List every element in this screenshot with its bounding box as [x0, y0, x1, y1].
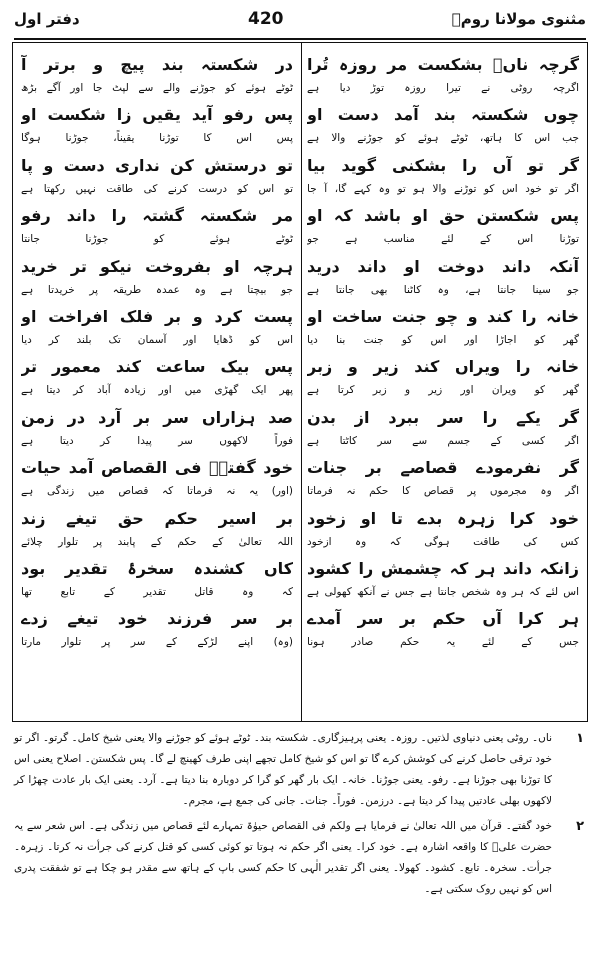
- urdu-translation: اس لئے کہ ہر وہ شخص جانتا ہے جس نے آنکھ کھولی ہے: [307, 585, 579, 598]
- footnote: [14, 728, 586, 812]
- urdu-translation: جس کے لئے یہ حکم صادر ہونا: [307, 636, 579, 649]
- footnote: [14, 816, 586, 900]
- persian-verse: خود کرا زہرہ بدے تا او زخود: [307, 508, 579, 528]
- couplet: [21, 303, 293, 353]
- persian-verse: خود گفتےؑ فی القصاص آمد حیات: [21, 458, 293, 478]
- urdu-translation: کس کی طاقت ہوگی کہ وہ ازخود: [307, 535, 579, 548]
- footnote-text: خود گفتے۔ قرآن میں اللہ تعالیٰ نے فرمایا ہے ولکم فی القصاص حیوٰۃ تمہارے لئے قصاص میں زندگی ہے۔ اس شعر سے یہ حضرت علیؓ کا واقعہ اشارہ ہے۔ خود کرا۔ یعنی اگر حکم نہ ہوتا تو کوئی کسی کو قتل کرنے کی جرأت نہ کرتا۔ زہرہ۔ جرأت۔ سخرہ۔ تابع۔ کشود۔ کھولا۔ یعنی اگر تقدیر الٰہی کا حکم کسی باپ کے ہاتھ سے مقدر ہو چکا ہے تو شفقت پدری اس کو نہیں روک سکتی ہے۔: [14, 820, 552, 895]
- urdu-translation: گھر کو اجاڑا اور اس کو جنت بنا دیا: [307, 333, 579, 346]
- urdu-translation: اس کو ڈھایا اور آسمان تک بلند کر دیا: [21, 333, 293, 346]
- urdu-translation: جب اس کا ہاتھ، ٹوٹے ہوئے کو جوڑنے والا ہے: [307, 132, 579, 145]
- right-verse-column: [307, 51, 579, 656]
- couplet: [307, 454, 579, 504]
- couplet: [307, 404, 579, 454]
- urdu-translation: ٹوٹے ہوئے کو جوڑنے والے سے لپٹ جا اور آگے بڑھ: [21, 82, 293, 94]
- couplet: [21, 404, 293, 454]
- urdu-translation: گھر کو ویران اور زیر و زبر کرتا ہے: [307, 384, 579, 397]
- footnote-number: ۱: [576, 731, 584, 746]
- urdu-translation: ٹوٹے ہوئے کو جوڑنا جانتا: [21, 233, 293, 246]
- persian-verse: گر یکے را سر ببرد از بدن: [307, 407, 579, 427]
- couplet: [21, 202, 293, 252]
- persian-verse: تو درستش کن نداری دست و پا: [21, 155, 293, 175]
- persian-verse: پس رفو آید یقیں زا شکست او: [21, 105, 293, 125]
- couplet: [307, 101, 579, 151]
- urdu-translation: اگر تو خود اس کو توڑنے والا ہو تو وہ کہے گا، آ جا: [307, 182, 579, 195]
- urdu-translation: جو سینا جانتا ہے، وہ کاٹنا بھی جانتا ہے: [307, 283, 579, 296]
- couplet: [307, 505, 579, 555]
- couplet: [21, 605, 293, 655]
- couplet: [21, 353, 293, 403]
- urdu-translation: پس اس کا توڑنا یقیناً، جوڑنا ہوگا: [21, 132, 293, 145]
- couplet: [307, 51, 579, 101]
- page-number: 420: [247, 9, 284, 29]
- couplet: [21, 51, 293, 101]
- volume-title: دفتر اول: [14, 10, 80, 28]
- persian-verse: بر اسیر حکم حق تیغے زند: [21, 508, 293, 528]
- urdu-translation: اگر وہ مجرموں پر قصاص کا حکم نہ فرماتا: [307, 485, 579, 498]
- persian-verse: زانکہ داند ہر کہ چشمش را کشود: [307, 558, 579, 578]
- urdu-translation: (وہ) اپنے لڑکے کے سر پر تلوار مارتا: [21, 636, 293, 649]
- persian-verse: آنکہ داند دوخت او داند درید: [307, 256, 579, 276]
- header-rule: [14, 38, 586, 40]
- couplet: [307, 152, 579, 202]
- verse-frame: [12, 42, 588, 722]
- couplet: [307, 353, 579, 403]
- persian-verse: خانہ را ویراں کند زیر و زبر: [307, 357, 579, 377]
- page-header: [14, 6, 586, 32]
- persian-verse: پست کرد و بر فلک افراخت او: [21, 306, 293, 326]
- couplet: [307, 605, 579, 655]
- persian-verse: بر سر فرزند خود تیغے زدے: [21, 609, 293, 629]
- column-separator: [301, 43, 302, 721]
- persian-verse: کاں کشندہ سخرۂ تقدیر بود: [21, 558, 293, 578]
- persian-verse: گرچہ ناںؑ بشکست مر روزہ تُرا: [307, 55, 579, 74]
- urdu-translation: پھر ایک گھڑی میں اور زیادہ آباد کر دیتا ہے: [21, 384, 293, 397]
- urdu-translation: اگرچہ روٹی نے تیرا روزہ توڑ دیا ہے: [307, 82, 579, 94]
- urdu-translation: (اور) یہ نہ فرماتا کہ قصاص میں زندگی ہے: [21, 485, 293, 498]
- persian-verse: پس بیک ساعت کند معمور تر: [21, 357, 293, 377]
- persian-verse: مر شکستہ گشتہ را داند رفو: [21, 206, 293, 226]
- book-title: مثنوی مولانا رومؒ: [451, 10, 586, 28]
- urdu-translation: جو بیچتا ہے وہ عمدہ طریقہ پر خریدتا ہے: [21, 283, 293, 296]
- left-verse-column: [21, 51, 293, 656]
- urdu-translation: فوراً لاکھوں سر پیدا کر دیتا ہے: [21, 434, 293, 447]
- couplet: [21, 454, 293, 504]
- persian-verse: ہر کرا آں حکم بر سر آمدے: [307, 609, 579, 629]
- urdu-translation: تو اس کو درست کرنے کی طاقت نہیں رکھتا ہے: [21, 182, 293, 195]
- persian-verse: صد ہزاراں سر بر آرد در زمن: [21, 407, 293, 427]
- couplet: [307, 202, 579, 252]
- urdu-translation: توڑنا اس کے لئے مناسب ہے جو: [307, 233, 579, 246]
- couplet: [21, 253, 293, 303]
- couplet: [21, 505, 293, 555]
- urdu-translation: اگر کسی کے جسم سے سر کاٹتا ہے: [307, 434, 579, 447]
- footnote-number: ۲: [576, 819, 584, 834]
- persian-verse: چوں شکستہ بند آمد دست او: [307, 105, 579, 125]
- couplet: [307, 303, 579, 353]
- footnote-text: ناں۔ روٹی یعنی دنیاوی لذتیں۔ روزہ۔ یعنی پرہیزگاری۔ شکستہ بند۔ ٹوٹے ہوئے کو جوڑنے والا یعنی شیخ کامل۔ گرتو۔ اگر تو خود ترقی حاصل کرنے کی کوشش کرے گا تو اس کو شیخ کامل تجھے اپنی طرف کھینچ لے گا۔ پس شکستن۔ اصلاح یعنی اس کا توڑنا بھی جوڑنا ہے۔ رفو۔ یعنی جوڑنا۔ خانہ۔ ایک بار گھر کو گرا کر دوبارہ بنا دیتا ہے۔ آرد۔ یعنی ایک بار عادت چھڑا کر لاکھوں بھلی عادتیں پیدا کر دیتا ہے۔ درزمن۔ فوراً۔ جنات۔ جانی کی جمع ہے، مجرم۔: [14, 732, 552, 807]
- couplet: [307, 253, 579, 303]
- couplet: [307, 555, 579, 605]
- couplet: [21, 555, 293, 605]
- persian-verse: خانہ را کند و چو جنت ساخت او: [307, 306, 579, 326]
- persian-verse: گر نفرمودے قصاصے بر جنات: [307, 458, 579, 478]
- footnotes: [14, 728, 586, 904]
- persian-verse: پس شکستن حق او باشد کہ او: [307, 206, 579, 226]
- urdu-translation: کہ وہ قاتل تقدیر کے تابع تھا: [21, 585, 293, 598]
- persian-verse: در شکستہ بند پیچ و برتر آ: [21, 55, 293, 74]
- couplet: [21, 152, 293, 202]
- couplet: [21, 101, 293, 151]
- persian-verse: ہرچہ او بفروخت نیکو تر خرید: [21, 256, 293, 276]
- urdu-translation: اللہ تعالیٰ کے حکم کے پابند پر تلوار چلائے: [21, 535, 293, 548]
- persian-verse: گر تو آں را بشکنی گوید بیا: [307, 155, 579, 175]
